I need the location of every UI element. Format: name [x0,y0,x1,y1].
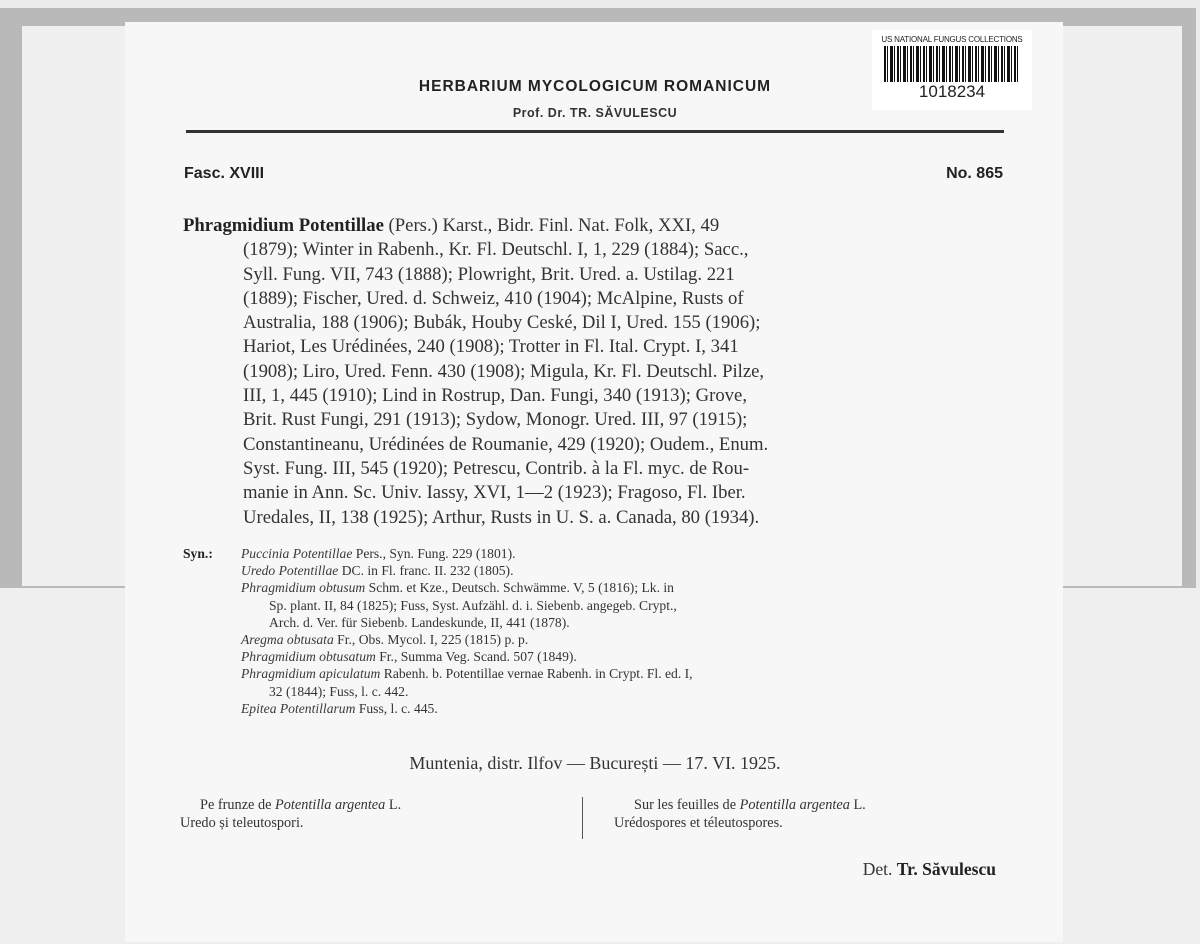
reference-line: manie in Ann. Sc. Univ. Iassy, XVI, 1—2 (1923); Fragoso, Fl. Iber. [243,482,746,504]
species-references [183,214,1003,530]
herbarium-title: HERBARIUM MYCOLOGICUM ROMANICUM [418,78,772,95]
reference-line: Hariot, Les Urédinées, 240 (1908); Trotter in Fl. Ital. Crypt. I, 341 [243,336,739,358]
synonym-line [183,614,1013,631]
determiner-prefix: Det. [862,859,893,879]
reference-line: Syst. Fung. III, 545 (1920); Petrescu, Contrib. à la Fl. myc. de Rou- [243,457,750,479]
reference-line: (1889); Fischer, Ured. d. Schweiz, 410 (1904); McAlpine, Rusts of [243,287,744,309]
synonym-text: 32 (1844); Fuss, l. c. 442. [269,683,409,699]
reference-line: Constantineanu, Urédinées de Roumanie, 429 (1920); Oudem., Enum. [243,433,769,455]
species-name: Phragmidium Potentillae [183,215,384,236]
synonym-text: Fr., Summa Veg. Scand. 507 (1849). [379,649,577,665]
host-line [614,797,1014,815]
collection-locality: Muntenia, distr. Ilfov — București — 17. VI. 1925. [409,753,781,773]
synonym-name: Puccinia Potentillae [241,546,353,561]
reference-line: Australia, 188 (1906); Bubák, Houby Ceské, Dil I, Ured. 155 (1906); [243,312,761,334]
synonym-name: Aregma obtusata [241,631,334,647]
fascicle: Fasc. XVIII [184,165,265,182]
barcode-label [872,30,1032,110]
synonym-name: Epitea Potentillarum [241,700,356,716]
synonym-text: Fr., Obs. Mycol. I, 225 (1815) p. p. [337,631,529,647]
host-french [614,797,1014,832]
reference-line: III, 1, 445 (1910); Lind in Rostrup, Dan. Fungi, 340 (1913); Grove, [243,385,747,407]
reference-line: Brit. Rust Fungi, 291 (1913); Sydow, Monogr. Ured. III, 97 (1915); [243,409,748,431]
synonym-line [183,597,1013,614]
reference-line [183,214,1003,238]
host-text: Pe frunze de [200,797,272,813]
header-rule [186,130,1004,133]
synonym-line [183,648,1013,665]
synonym-text: Pers., Syn. Fung. 229 (1801). [355,546,516,561]
reference-text: (Pers.) Karst., Bidr. Finl. Nat. Folk, XXI, 49 [388,215,720,236]
reference-line: Uredales, II, 138 (1925); Arthur, Rusts in U. S. a. Canada, 80 (1934). [243,506,760,528]
host-romanian [180,797,570,832]
barcode-icon [884,46,1020,82]
host-author: L. [853,797,866,813]
herbarium-subtitle: Prof. Dr. TR. SĂVULESCU [512,106,678,120]
barcode-number: 1018234 [918,82,986,101]
synonym-line [183,700,1013,717]
host-line [180,797,570,815]
column-divider [582,797,583,839]
synonym-name: Uredo Potentillae [241,563,339,579]
synonym-name: Phragmidium obtusum [241,580,366,596]
synonym-line [183,545,1013,562]
synonyms-label: Syn.: [183,546,213,561]
synonym-text: Fuss, l. c. 445. [358,700,438,716]
synonym-name: Phragmidium apiculatum [241,666,381,682]
host-plant: Potentilla argentea [275,797,386,813]
synonyms [183,545,1013,717]
synonym-line [183,579,1013,596]
synonym-line [183,665,1013,682]
synonym-text: Schm. et Kze., Deutsch. Schwämme. V, 5 (1816); Lk. in [368,580,674,596]
reference-line: (1908); Liro, Ured. Fenn. 430 (1908); Migula, Kr. Fl. Deutschl. Pilze, [243,360,765,382]
synonym-text: DC. in Fl. franc. II. 232 (1805). [341,563,514,579]
host-author: L. [388,797,402,813]
synonym-line [183,683,1013,700]
synonym-text: Arch. d. Ver. für Siebenb. Landeskunde, II, 441 (1878). [269,614,570,630]
host-text: Sur les feuilles de [634,797,737,813]
host-plant: Potentilla argentea [739,797,850,813]
exsiccata-number: No. 865 [946,165,1003,182]
reference-line: Syll. Fung. VII, 743 (1888); Plowright, Brit. Ured. a. Ustilag. 221 [243,263,735,285]
barcode-collection: US NATIONAL FUNGUS COLLECTIONS [881,35,1023,44]
synonym-name: Phragmidium obtusatum [241,649,376,665]
determiner-name: Tr. Săvulescu [896,859,996,879]
determiner [720,859,996,880]
synonym-line [183,631,1013,648]
host-line: Urédospores et téleutospores. [614,814,783,831]
synonym-text: Rabenh. b. Potentillae vernae Rabenh. in Crypt. Fl. ed. I, [383,666,693,682]
reference-line: (1879); Winter in Rabenh., Kr. Fl. Deutschl. I, 1, 229 (1884); Sacc., [243,239,749,261]
host-line: Uredo și teleutospori. [180,814,304,831]
synonym-text: Sp. plant. II, 84 (1825); Fuss, Syst. Aufzähl. d. i. Siebenb. angegeb. Crypt., [269,597,677,613]
synonym-line [183,562,1013,579]
